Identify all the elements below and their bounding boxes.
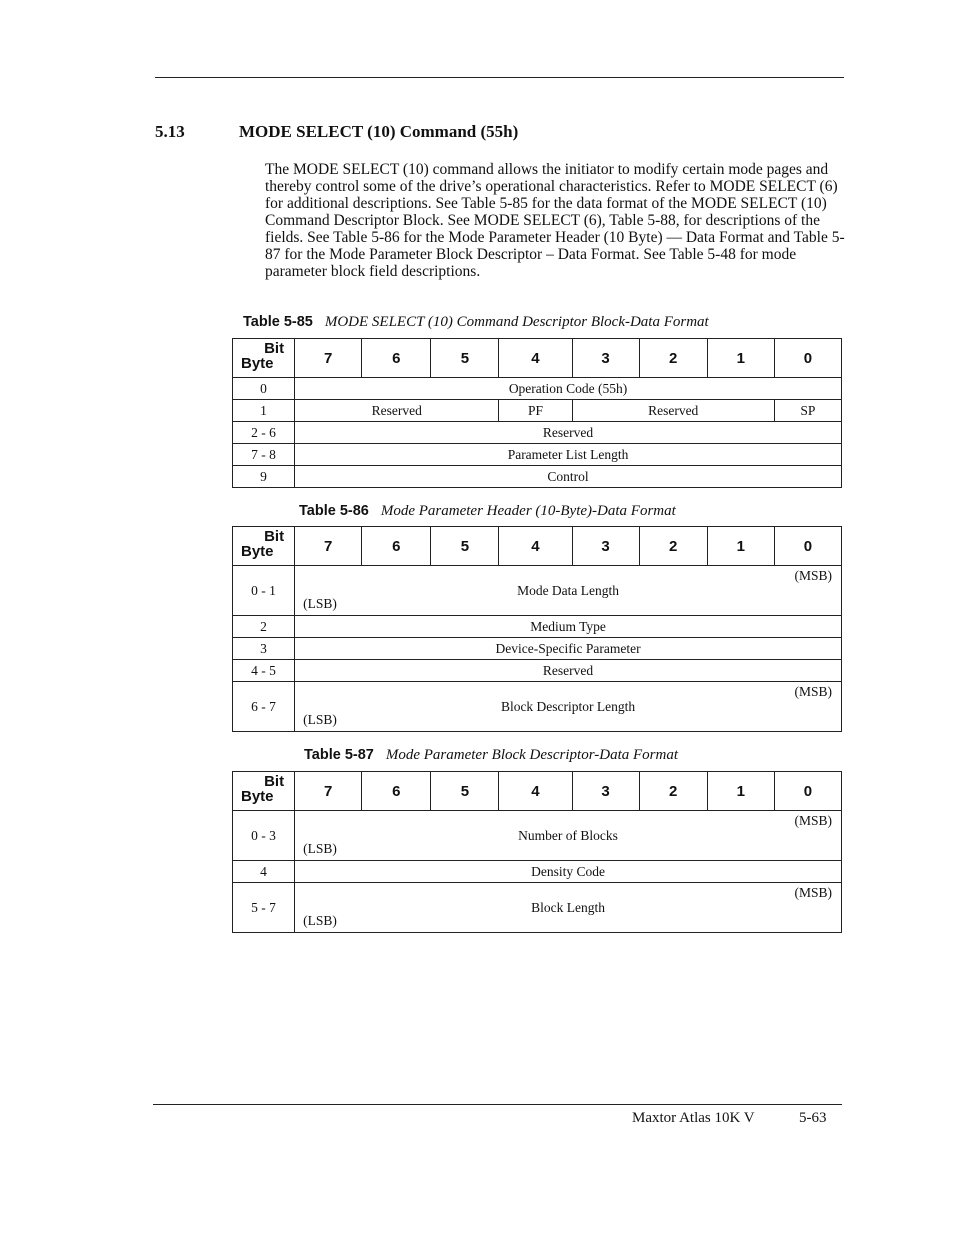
table-85-title: MODE SELECT (10) Command Descriptor Block-Data Format: [324, 314, 709, 330]
bit-header: 5: [431, 772, 499, 811]
field-cell: Density Code: [295, 861, 842, 883]
msb-marker: (MSB): [794, 568, 832, 583]
table-header-row: [233, 527, 842, 566]
table-86-title: Mode Parameter Header (10-Byte)-Data Format: [380, 503, 676, 519]
bit-label: Bit: [264, 773, 285, 790]
field-cell: [295, 682, 842, 732]
byte-cell: 5 - 7: [233, 883, 295, 933]
bit-header: 1: [707, 772, 774, 811]
bit-header: 3: [572, 772, 639, 811]
byte-label: Byte: [241, 788, 274, 805]
byte-cell: 0 - 3: [233, 811, 295, 861]
section-paragraph: [265, 161, 845, 280]
table-row: [233, 378, 842, 400]
byte-label: Byte: [241, 543, 274, 560]
table-85-label: Table 5-85: [243, 314, 313, 330]
bit-byte-corner: [233, 772, 295, 811]
table-row: [233, 444, 842, 466]
bit-label: Bit: [264, 528, 285, 545]
table-row: [233, 660, 842, 682]
byte-label: Byte: [241, 355, 274, 372]
msb-marker: (MSB): [794, 885, 832, 900]
table-row: [233, 811, 842, 861]
table-row: [233, 566, 842, 616]
table-86-label: Table 5-86: [299, 503, 369, 519]
bit-header: 3: [572, 339, 639, 378]
bit-byte-corner: [233, 339, 295, 378]
table-row: [233, 400, 842, 422]
byte-cell: 0: [233, 378, 295, 400]
lsb-marker: (LSB): [303, 596, 337, 611]
field-label: Mode Data Length: [517, 582, 620, 598]
bit-header: 7: [295, 772, 362, 811]
field-cell: Operation Code (55h): [295, 378, 842, 400]
byte-cell: 3: [233, 638, 295, 660]
field-cell: Reserved: [572, 400, 774, 422]
bit-header: 2: [639, 339, 707, 378]
bit-header: 0: [774, 527, 841, 566]
footer-product: Maxtor Atlas 10K V: [632, 1110, 755, 1126]
paragraph-text: The MODE SELECT (10) command allows the initiator to modify certain mode pages and thereby control some of the drive’s operational characteristics. Refer to MODE SELECT (6) for additional descriptions. See Table 5-85 for the data format of the MODE SELECT (10) Command Descriptor Block. See MODE SELECT (6), Table 5-88, for descriptions of the fields. See Table 5-86 for the Mode Parameter Header (10 Byte) — Data Format and Table 5-87 for the Mode Parameter Block Descriptor – Data Format. See Table 5-48 for mode parameter block field descriptions.: [265, 161, 845, 280]
table-row: [233, 638, 842, 660]
bit-header: 2: [639, 772, 707, 811]
field-cell: [295, 811, 842, 861]
field-cell: Control: [295, 466, 842, 488]
field-label: Block Descriptor Length: [500, 698, 636, 714]
table-row: [233, 883, 842, 933]
field-cell: Reserved: [295, 422, 842, 444]
header-rule: [155, 77, 844, 78]
bit-header: 1: [707, 339, 774, 378]
bit-header: 5: [431, 527, 499, 566]
table-row: [233, 616, 842, 638]
table-85: [232, 338, 842, 488]
bit-header: 6: [362, 339, 431, 378]
msb-marker: (MSB): [794, 813, 832, 828]
bit-label: Bit: [264, 340, 285, 357]
bit-header: 7: [295, 339, 362, 378]
field-label: Block Length: [531, 899, 605, 915]
byte-cell: 4: [233, 861, 295, 883]
bit-header: 1: [707, 527, 774, 566]
field-cell: Reserved: [295, 400, 499, 422]
footer-rule: [153, 1104, 842, 1105]
table-85-caption: [243, 314, 709, 331]
byte-cell: 0 - 1: [233, 566, 295, 616]
table-header-row: [233, 339, 842, 378]
table-87: [232, 771, 842, 933]
field-cell: Reserved: [295, 660, 842, 682]
field-cell: PF: [499, 400, 572, 422]
bit-header: 6: [362, 772, 431, 811]
section-title: MODE SELECT (10) Command (55h): [239, 122, 519, 141]
table-86-caption: [299, 503, 676, 520]
byte-cell: 2: [233, 616, 295, 638]
lsb-marker: (LSB): [303, 712, 337, 727]
section-heading: [155, 122, 518, 142]
bit-header: 6: [362, 527, 431, 566]
table-row: [233, 682, 842, 732]
field-label: Number of Blocks: [518, 827, 618, 843]
table-86: [232, 526, 842, 732]
table-row: [233, 466, 842, 488]
byte-cell: 1: [233, 400, 295, 422]
table-header-row: [233, 772, 842, 811]
field-cell: Medium Type: [295, 616, 842, 638]
footer-page-number: 5-63: [799, 1110, 827, 1126]
table-row: [233, 422, 842, 444]
table-87-label: Table 5-87: [304, 747, 374, 763]
bit-byte-corner: [233, 527, 295, 566]
msb-marker: (MSB): [794, 684, 832, 699]
section-number: 5.13: [155, 122, 185, 141]
lsb-marker: (LSB): [303, 841, 337, 856]
field-cell: Parameter List Length: [295, 444, 842, 466]
byte-cell: 6 - 7: [233, 682, 295, 732]
table-row: [233, 861, 842, 883]
byte-cell: 7 - 8: [233, 444, 295, 466]
lsb-marker: (LSB): [303, 913, 337, 928]
bit-header: 3: [572, 527, 639, 566]
table-87-caption: [304, 747, 678, 764]
bit-header: 7: [295, 527, 362, 566]
bit-header: 2: [639, 527, 707, 566]
bit-header: 0: [774, 339, 841, 378]
bit-header: 4: [499, 772, 572, 811]
table-87-title: Mode Parameter Block Descriptor-Data Format: [385, 747, 679, 763]
bit-header: 0: [774, 772, 841, 811]
byte-cell: 2 - 6: [233, 422, 295, 444]
field-cell: [295, 566, 842, 616]
field-cell: SP: [774, 400, 841, 422]
bit-header: 4: [499, 527, 572, 566]
bit-header: 4: [499, 339, 572, 378]
field-cell: Device-Specific Parameter: [295, 638, 842, 660]
byte-cell: 9: [233, 466, 295, 488]
byte-cell: 4 - 5: [233, 660, 295, 682]
field-cell: [295, 883, 842, 933]
bit-header: 5: [431, 339, 499, 378]
